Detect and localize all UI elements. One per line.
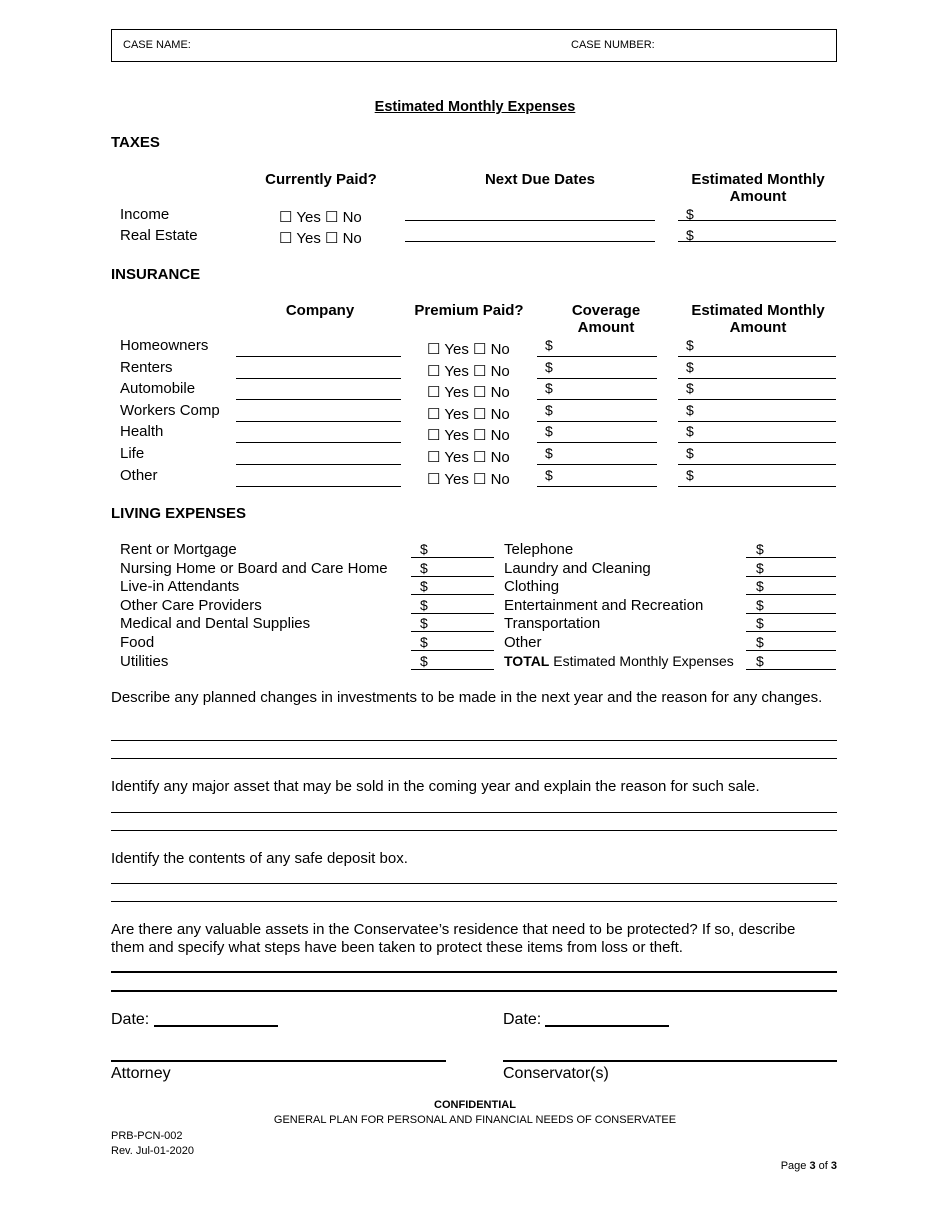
insurance-premium-checkboxes[interactable]: ☐ Yes ☐ No	[427, 384, 510, 402]
living-dollar-sign: $	[756, 634, 764, 650]
coverage-dollar-sign: $	[545, 401, 553, 418]
insurance-company-line[interactable]	[236, 399, 401, 400]
coverage-amount-line[interactable]	[537, 378, 657, 379]
footer-confidential: CONFIDENTIAL	[434, 1099, 516, 1111]
living-dollar-sign: $	[420, 596, 428, 613]
living-amount-line[interactable]	[746, 557, 836, 558]
taxes-col-due: Next Due Dates	[484, 171, 596, 188]
tax-dollar-sign: $	[686, 227, 694, 243]
insurance-heading: INSURANCE	[111, 266, 201, 283]
living-amount-line[interactable]	[746, 631, 836, 632]
tax-due-date-line[interactable]	[405, 220, 655, 221]
question-valuable-assets: Are there any valuable assets in the Conservatee’s residence that need to be protected? If so, describe them and specify what steps have been taken to protect these items from loss or theft.	[111, 921, 796, 956]
living-expense-label: Transportation	[504, 615, 601, 633]
monthly-dollar-sign: $	[686, 466, 694, 483]
coverage-amount-line[interactable]	[537, 486, 657, 487]
answer-line-q4b[interactable]	[111, 990, 837, 992]
insurance-premium-checkboxes[interactable]: ☐ Yes ☐ No	[427, 362, 510, 380]
monthly-dollar-sign: $	[686, 401, 694, 418]
tax-amount-line[interactable]	[678, 241, 836, 242]
living-heading: LIVING EXPENSES	[111, 505, 247, 522]
question-asset-sale: Identify any major asset that may be sold in the coming year and explain the reason for such sale.	[111, 778, 760, 795]
coverage-dollar-sign: $	[545, 337, 553, 353]
living-expense-label: Other	[504, 634, 542, 651]
attorney-date-label: Date:	[111, 1011, 150, 1028]
living-expense-label: Entertainment and Recreation	[504, 596, 704, 614]
insurance-row-label: Renters	[120, 358, 173, 376]
insurance-company-line[interactable]	[236, 378, 401, 379]
living-amount-line[interactable]	[746, 650, 836, 651]
insurance-premium-checkboxes[interactable]: ☐ Yes ☐ No	[427, 341, 510, 358]
total-bold: TOTAL	[504, 653, 550, 669]
insurance-row-label: Workers Comp	[120, 401, 220, 419]
answer-line-q1b[interactable]	[111, 758, 837, 759]
living-dollar-sign: $	[756, 596, 764, 613]
coverage-dollar-sign: $	[545, 423, 553, 440]
living-amount-line[interactable]	[411, 631, 494, 632]
living-amount-line[interactable]	[411, 650, 494, 651]
attorney-label: Attorney	[111, 1065, 171, 1082]
coverage-dollar-sign: $	[545, 380, 553, 397]
living-expense-label: Other Care Providers	[120, 596, 262, 614]
living-expense-label: Medical and Dental Supplies	[120, 615, 311, 633]
living-amount-line[interactable]	[746, 576, 836, 577]
insurance-premium-checkboxes[interactable]: ☐ Yes ☐ No	[427, 405, 510, 423]
form-id: PRB-PCN-002	[111, 1130, 183, 1142]
monthly-amount-line[interactable]	[678, 356, 836, 357]
monthly-amount-line[interactable]	[678, 464, 836, 465]
monthly-amount-line[interactable]	[678, 378, 836, 379]
question-safe-deposit: Identify the contents of any safe deposit box.	[111, 850, 408, 867]
insurance-company-line[interactable]	[236, 421, 401, 422]
answer-line-q1a[interactable]	[111, 740, 837, 741]
answer-line-q3b[interactable]	[111, 901, 837, 902]
living-dollar-sign: $	[420, 559, 428, 576]
coverage-amount-line[interactable]	[537, 421, 657, 422]
page-total: 3	[830, 1160, 837, 1172]
living-expense-label: Laundry and Cleaning	[504, 559, 651, 577]
page-number	[781, 1160, 837, 1172]
insurance-col-company: Company	[285, 302, 355, 319]
insurance-company-line[interactable]	[236, 442, 401, 443]
conservator-date-label: Date:	[503, 1011, 542, 1028]
living-amount-line[interactable]	[411, 669, 494, 670]
monthly-amount-line[interactable]	[678, 399, 836, 400]
living-dollar-sign: $	[756, 541, 764, 557]
monthly-dollar-sign: $	[686, 358, 694, 375]
insurance-premium-checkboxes[interactable]: ☐ Yes ☐ No	[427, 449, 510, 466]
tax-yes-no-checkboxes[interactable]: ☐ Yes ☐ No	[279, 209, 362, 226]
footer-subtitle: GENERAL PLAN FOR PERSONAL AND FINANCIAL NEEDS OF CONSERVATEE	[273, 1114, 677, 1126]
tax-yes-no-checkboxes[interactable]: ☐ Yes ☐ No	[279, 230, 362, 247]
taxes-col-amount: Estimated Monthly Amount	[691, 171, 825, 205]
monthly-dollar-sign: $	[686, 380, 694, 397]
answer-line-q4a[interactable]	[111, 971, 837, 973]
answer-line-q2b[interactable]	[111, 830, 837, 831]
monthly-dollar-sign: $	[686, 423, 694, 440]
total-rest: Estimated Monthly Expenses	[549, 653, 734, 669]
monthly-dollar-sign: $	[686, 337, 694, 353]
conservator-date-line[interactable]	[545, 1025, 669, 1027]
question-investments: Describe any planned changes in investments to be made in the next year and the reason for any changes.	[111, 689, 823, 706]
insurance-row-label: Life	[120, 445, 145, 462]
insurance-col-premium: Premium Paid?	[414, 302, 524, 319]
page-num: 3	[809, 1160, 816, 1172]
insurance-row-label: Other	[120, 466, 158, 484]
attorney-date-line[interactable]	[154, 1025, 278, 1027]
living-amount-line[interactable]	[411, 594, 494, 595]
case-header-box	[111, 29, 837, 62]
living-dollar-sign: $	[420, 652, 428, 669]
coverage-dollar-sign: $	[545, 466, 553, 483]
living-expense-label: Telephone	[504, 541, 574, 558]
living-expense-label: Food	[120, 634, 155, 651]
insurance-premium-checkboxes[interactable]: ☐ Yes ☐ No	[427, 427, 510, 445]
taxes-col-paid: Currently Paid?	[265, 171, 377, 188]
conservator-label: Conservator(s)	[503, 1065, 609, 1082]
living-amount-line[interactable]	[746, 594, 836, 595]
tax-row-label: Income	[120, 206, 170, 223]
page-of: of	[815, 1160, 831, 1172]
insurance-row-label: Automobile	[120, 380, 196, 398]
living-expense-label: Rent or Mortgage	[120, 541, 237, 558]
living-amount-line[interactable]	[411, 613, 494, 614]
living-amount-line[interactable]	[411, 576, 494, 577]
answer-line-q3a[interactable]	[111, 883, 837, 884]
page-title: Estimated Monthly Expenses	[374, 99, 576, 115]
coverage-amount-line[interactable]	[537, 464, 657, 465]
coverage-amount-line[interactable]	[537, 356, 657, 357]
living-dollar-sign: $	[420, 578, 428, 595]
insurance-row-label: Health	[120, 423, 164, 441]
insurance-row-label: Homeowners	[120, 337, 209, 354]
tax-due-date-line[interactable]	[405, 241, 655, 242]
monthly-dollar-sign: $	[686, 445, 694, 461]
insurance-col-coverage: Coverage Amount	[571, 302, 641, 336]
coverage-amount-line[interactable]	[537, 442, 657, 443]
living-dollar-sign: $	[756, 578, 764, 595]
attorney-signature-line[interactable]	[111, 1060, 446, 1062]
conservator-signature-line[interactable]	[503, 1060, 837, 1062]
case-number-label: CASE NUMBER:	[571, 39, 655, 51]
insurance-company-line[interactable]	[236, 464, 401, 465]
page-prefix: Page	[780, 1160, 810, 1172]
living-dollar-sign: $	[420, 615, 428, 632]
insurance-col-amount: Estimated Monthly Amount	[691, 302, 825, 336]
coverage-dollar-sign: $	[545, 445, 553, 461]
living-expense-label: Live-in Attendants	[120, 578, 240, 596]
insurance-company-line[interactable]	[236, 356, 401, 357]
living-amount-line[interactable]	[746, 613, 836, 614]
case-name-label: CASE NAME:	[123, 39, 191, 51]
tax-row-label: Real Estate	[120, 227, 198, 244]
monthly-amount-line[interactable]	[678, 421, 836, 422]
coverage-dollar-sign: $	[545, 358, 553, 375]
monthly-amount-line[interactable]	[678, 486, 836, 487]
total-line[interactable]	[746, 669, 836, 670]
living-expense-label: Utilities	[120, 652, 169, 670]
living-dollar-sign: $	[756, 559, 764, 576]
tax-dollar-sign: $	[686, 206, 694, 222]
insurance-premium-checkboxes[interactable]: ☐ Yes ☐ No	[427, 470, 510, 488]
total-label	[504, 653, 734, 669]
coverage-amount-line[interactable]	[537, 399, 657, 400]
answer-line-q2a[interactable]	[111, 812, 837, 813]
living-expense-label: Clothing	[504, 578, 560, 596]
living-amount-line[interactable]	[411, 557, 494, 558]
total-dollar: $	[756, 653, 764, 669]
living-dollar-sign: $	[420, 634, 428, 650]
tax-amount-line[interactable]	[678, 220, 836, 221]
living-dollar-sign: $	[420, 541, 428, 557]
living-expense-label: Nursing Home or Board and Care Home	[120, 559, 388, 577]
monthly-amount-line[interactable]	[678, 442, 836, 443]
living-dollar-sign: $	[756, 615, 764, 632]
taxes-heading: TAXES	[111, 134, 160, 151]
form-revision: Rev. Jul-01-2020	[111, 1145, 194, 1157]
insurance-company-line[interactable]	[236, 486, 401, 487]
